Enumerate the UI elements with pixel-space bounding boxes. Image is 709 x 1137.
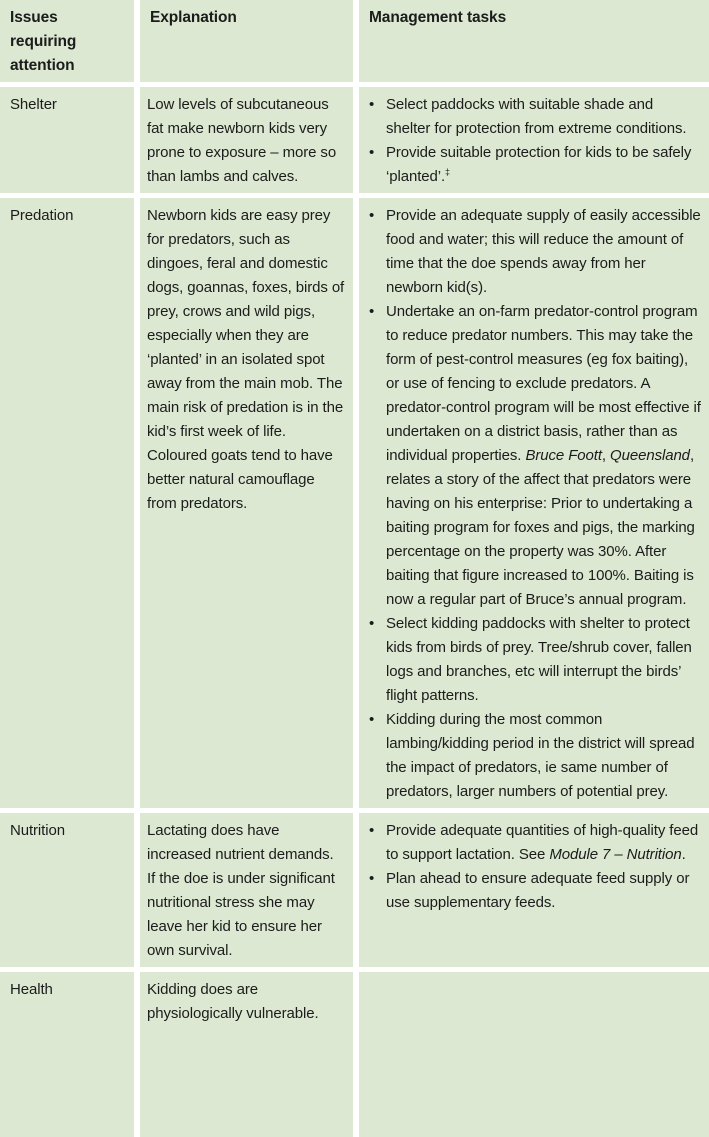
- col-header-management-tasks: Management tasks: [359, 0, 709, 82]
- issue-cell-predation: Predation: [0, 198, 134, 808]
- italic-text: Bruce Foott: [525, 447, 602, 464]
- task-item: • Kidding during the most common lambing/kidding period in the district will spread the impact of predators, ie same number of predators, larger numbers of potential prey.: [367, 708, 701, 804]
- explanation-cell-health: Kidding does are physiologically vulnerable.: [140, 972, 353, 1137]
- task-item: • Provide adequate quantities of high-quality feed to support lactation. See Module 7 – Nutrition.: [367, 819, 701, 867]
- italic-text: Module 7 – Nutrition: [549, 846, 682, 863]
- col-header-issues: Issues requiring attention: [0, 0, 134, 82]
- explanation-cell-predation: Newborn kids are easy prey for predators, such as dingoes, feral and domestic dogs, goannas, foxes, birds of prey, crows and wild pigs, especially when they are ‘planted’ in an isolated spot away from the main mob. The main risk of predation is in the kid’s first week of life. Coloured goats tend to have better natural camouflage from predators.: [140, 198, 353, 808]
- tasks-cell-shelter: [359, 87, 709, 193]
- task-item: • Select kidding paddocks with shelter to protect kids from birds of prey. Tree/shrub cover, fallen logs and branches, etc will interrupt the birds’ flight patterns.: [367, 612, 701, 708]
- task-item: • Select paddocks with suitable shade and shelter for protection from extreme conditions.: [367, 93, 701, 141]
- tasks-list-shelter: [367, 93, 701, 189]
- issue-cell-nutrition: Nutrition: [0, 813, 134, 967]
- task-item: • Plan ahead to ensure adequate feed supply or use supplementary feeds.: [367, 867, 701, 915]
- task-item: • Provide suitable protection for kids to be safely ‘planted’.‡: [367, 141, 701, 189]
- issue-cell-shelter: Shelter: [0, 87, 134, 193]
- tasks-cell-health: [359, 972, 709, 1137]
- task-item: • Provide an adequate supply of easily accessible food and water; this will reduce the amount of time that the doe spends away from her newborn kid(s).: [367, 204, 701, 300]
- explanation-cell-shelter: Low levels of subcutaneous fat make newborn kids very prone to exposure – more so than lambs and calves.: [140, 87, 353, 193]
- issue-cell-health: Health: [0, 972, 134, 1137]
- tasks-cell-nutrition: [359, 813, 709, 967]
- tasks-list-nutrition: [367, 819, 701, 915]
- tasks-cell-predation: [359, 198, 709, 808]
- tasks-list-predation: [367, 204, 701, 804]
- footnote-marker: ‡: [445, 167, 450, 177]
- italic-text: Queensland: [610, 447, 690, 464]
- task-item: • Undertake an on-farm predator-control program to reduce predator numbers. This may take the form of pest-control measures (eg fox baiting), or use of fencing to exclude predators. A predator-control program will be most effective if undertaken on a district basis, rather than as individual properties. Bruce Foott, Queensland, relates a story of the affect that predators were having on his enterprise: Prior to undertaking a baiting program for foxes and pigs, the marking percentage on the property was 30%. After baiting that figure increased to 100%. Baiting is now a regular part of Bruce’s annual program.: [367, 300, 701, 612]
- col-header-explanation: Explanation: [140, 0, 353, 82]
- explanation-cell-nutrition: Lactating does have increased nutrient demands. If the doe is under significant nutritional stress she may leave her kid to ensure her own survival.: [140, 813, 353, 967]
